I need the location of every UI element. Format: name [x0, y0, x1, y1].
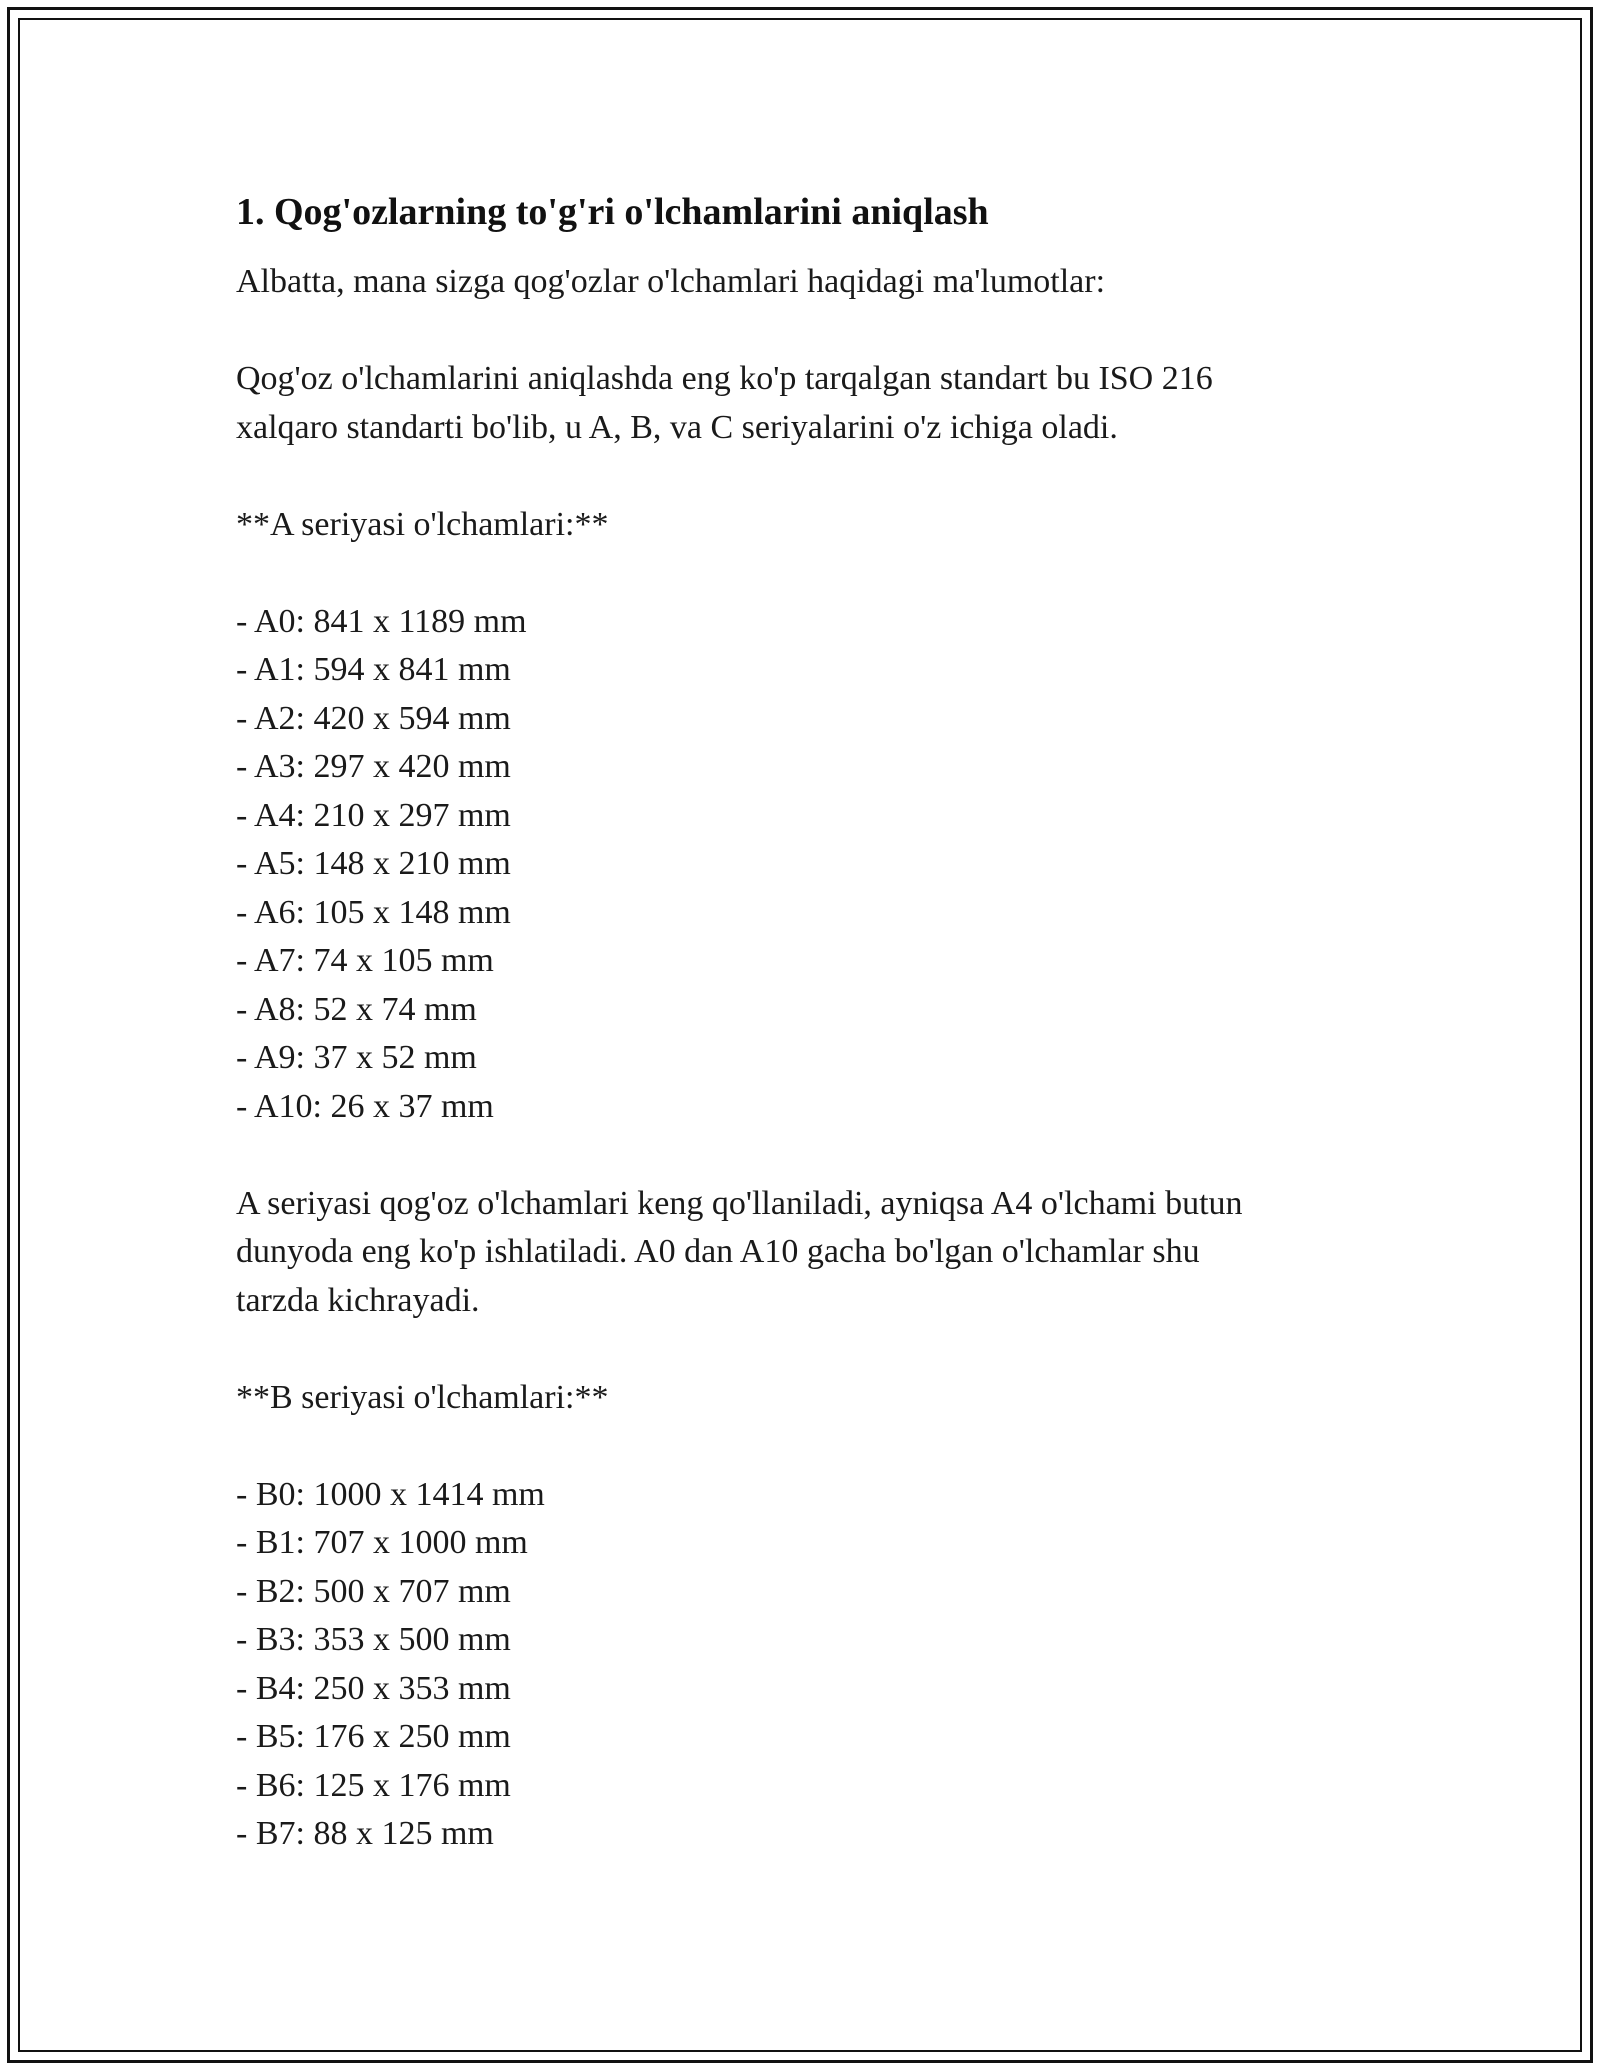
list-item: - A7: 74 x 105 mm: [236, 942, 494, 979]
page-title: 1. Qog'ozlarning to'g'ri o'lchamlarini aniqlash: [236, 191, 989, 233]
b-series-list: [236, 1471, 1366, 1859]
spacer: [236, 1131, 1366, 1180]
spacer: [236, 452, 1366, 501]
list-item: - B2: 500 x 707 mm: [236, 1572, 511, 1610]
b-series-title: **B seriyasi o'lchamlari:**: [236, 1378, 609, 1416]
a-series-note-line: dunyoda eng ko'p ishlatiladi. A0 dan A10 gacha bo'lgan o'lchamlar shu: [236, 1233, 1200, 1270]
list-item: - A0: 841 x 1189 mm: [236, 602, 527, 640]
list-item: - A6: 105 x 148 mm: [236, 893, 511, 931]
list-item: - A10: 26 x 37 mm: [236, 1087, 494, 1125]
standard-paragraph: [236, 355, 1366, 452]
a-series-note: [236, 1180, 1366, 1326]
spacer: [236, 1325, 1366, 1374]
standard-paragraph-line: xalqaro standarti bo'lib, u A, B, va C seriyalarini o'z ichiga oladi.: [236, 408, 1118, 446]
document-body: [236, 184, 1366, 1859]
list-item: - B5: 176 x 250 mm: [236, 1718, 511, 1755]
list-item: - B7: 88 x 125 mm: [236, 1815, 494, 1852]
a-series-note-line: A seriyasi qog'oz o'lchamlari keng qo'llaniladi, ayniqsa A4 o'lchami butun: [236, 1184, 1243, 1222]
list-item: - A8: 52 x 74 mm: [236, 990, 477, 1028]
a-series-title: **A seriyasi o'lchamlari:**: [236, 505, 609, 543]
list-item: - A1: 594 x 841 mm: [236, 651, 511, 688]
list-item: - A2: 420 x 594 mm: [236, 699, 511, 737]
list-item: - B3: 353 x 500 mm: [236, 1621, 511, 1658]
spacer: [236, 1422, 1366, 1471]
a-series-list: [236, 598, 1366, 1132]
list-item: - B0: 1000 x 1414 mm: [236, 1475, 545, 1513]
list-item: - A9: 37 x 52 mm: [236, 1039, 477, 1076]
list-item: - B6: 125 x 176 mm: [236, 1766, 511, 1804]
a-series-note-line: tarzda kichrayadi.: [236, 1281, 480, 1319]
list-item: - A4: 210 x 297 mm: [236, 796, 511, 834]
spacer: [236, 307, 1366, 356]
spacer: [236, 549, 1366, 598]
list-item: - A5: 148 x 210 mm: [236, 845, 511, 882]
list-item: - A3: 297 x 420 mm: [236, 748, 511, 785]
list-item: - B4: 250 x 353 mm: [236, 1669, 511, 1707]
standard-paragraph-line: Qog'oz o'lchamlarini aniqlashda eng ko'p tarqalgan standart bu ISO 216: [236, 360, 1213, 397]
list-item: - B1: 707 x 1000 mm: [236, 1524, 528, 1561]
intro-paragraph: Albatta, mana sizga qog'ozlar o'lchamlari haqidagi ma'lumotlar:: [236, 263, 1106, 300]
